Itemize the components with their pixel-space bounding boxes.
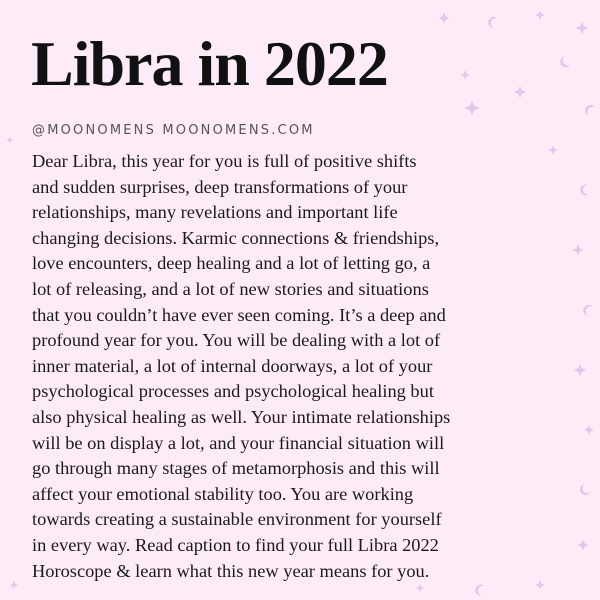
body-line: affect your emotional stability too. You are working [32,483,414,504]
moon-icon [474,583,484,596]
moon-icon [579,184,589,196]
moon-icon [487,15,498,28]
star-icon [574,364,587,377]
body-line: Dear Libra, this year for you is full of positive shifts [32,151,417,171]
star-icon [572,244,583,255]
body-line: that you couldn’t have ever seen coming. It’s a deep and [32,304,446,325]
moon-icon [581,303,593,316]
body-line: relationships, many revelations and important life [32,202,398,223]
body-line: lot of releasing, and a lot of new stories and situations [32,278,429,299]
body-line: Horoscope & learn what this new year means for you. [32,560,430,581]
body-line: changing decisions. Karmic connections & friendships, [32,227,440,248]
body-line: and sudden surprises, deep transformations of your [32,176,408,197]
star-icon [577,539,588,550]
moon-icon [558,56,570,69]
star-icon [10,581,18,589]
star-icon [514,86,527,99]
body-line: towards creating a sustainable environment for yourself [32,509,442,530]
star-icon [576,22,589,35]
star-icon [7,137,14,144]
moon-icon [583,103,596,116]
body-line: in every way. Read caption to find your full Libra 2022 [32,534,439,555]
body-text [32,149,567,584]
star-icon [416,584,424,592]
byline: @MOONOMENS MOONOMENS.COM [32,123,315,138]
moon-icon [578,484,591,497]
body-line: also physical healing as well. Your intimate relationships [32,406,451,427]
body-line: inner material, a lot of internal doorways, a lot of your [32,355,433,376]
body-line: psychological processes and psychological healing but [32,381,434,402]
star-icon [460,70,470,80]
star-icon [535,10,545,20]
body-line: will be on display a lot, and your financial situation will [32,432,445,453]
page-title: Libra in 2022 [31,28,388,99]
body-line: go through many stages of metamorphosis and this will [32,458,440,479]
star-icon [584,425,594,435]
body-line: profound year for you. You will be dealing with a lot of [32,330,441,351]
body-line: love encounters, deep healing and a lot of letting go, a [32,253,431,274]
star-icon [438,12,449,23]
star-icon [464,100,479,115]
